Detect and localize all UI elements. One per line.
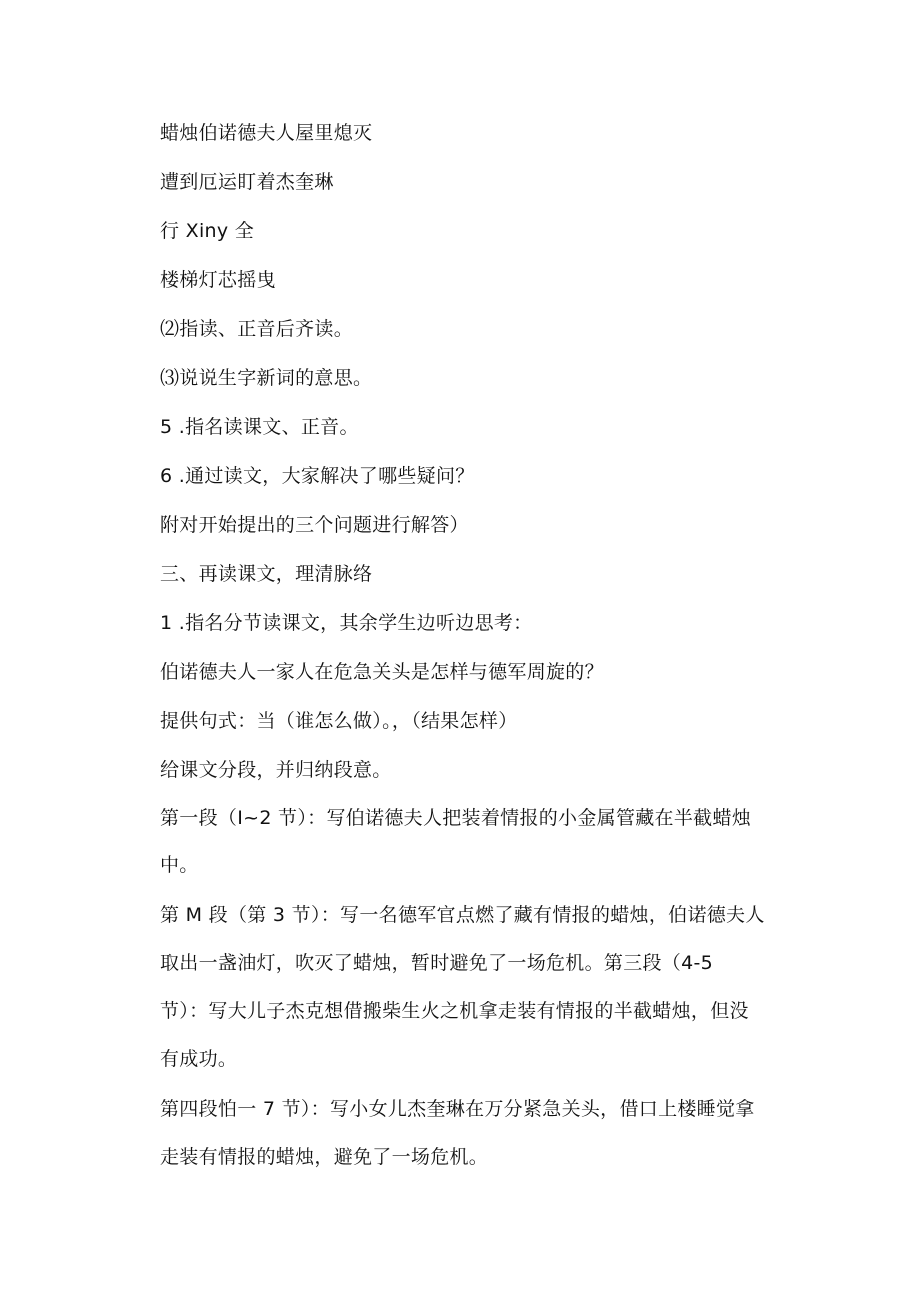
text-line: 中。 [160, 854, 199, 876]
text-line: ⑵指读、正音后齐读。 [160, 318, 354, 340]
text-line: 5 .指名读课文、正音。 [160, 416, 359, 438]
text-line: 第一段（I~2 节）：写伯诺德夫人把装着情报的小金属管藏在半截蜡烛 [160, 807, 752, 829]
text-line: 节）：写大儿子杰克想借搬柴生火之机拿走装有情报的半截蜡烛，但没 [160, 1000, 749, 1022]
text-line: 走装有情报的蜡烛，避免了一场危机。 [160, 1146, 489, 1168]
text-line: 伯诺德夫人一家人在危急关头是怎样与德军周旋的？ [160, 661, 604, 683]
text-line: 6 .通过读文，大家解决了哪些疑问？ [160, 465, 475, 487]
section-heading: 三、再读课文，理清脉络 [160, 563, 373, 585]
text-line: 有成功。 [160, 1048, 238, 1070]
text-line: 第 M 段（第 3 节）：写一名德军官点燃了藏有情报的蜡烛，伯诺德夫人 [160, 904, 765, 926]
text-line: 第四段怕一 7 节）：写小女儿杰奎琳在万分紧急关头，借口上楼睡觉拿 [160, 1098, 755, 1120]
text-line: 提供句式：当（谁怎么做）。，（结果怎样） [160, 710, 518, 732]
text-line: ⑶说说生字新词的意思。 [160, 367, 373, 389]
text-line: 行 Xiny 全 [160, 220, 255, 242]
text-line: 取出一盏油灯，吹灭了蜡烛，暂时避免了一场危机。第三段（4-5 [160, 952, 714, 974]
text-line: 蜡烛伯诺德夫人屋里熄灭 [160, 122, 373, 144]
text-line: 楼梯灯芯摇曳 [160, 269, 276, 291]
text-line: 1 .指名分节读课文，其余学生边听边思考： [160, 612, 533, 634]
text-line: 附对开始提出的三个问题进行解答） [160, 514, 469, 536]
text-line: 给课文分段，并归纳段意。 [160, 759, 392, 781]
text-line: 遭到厄运盯着杰奎琳 [160, 171, 334, 193]
